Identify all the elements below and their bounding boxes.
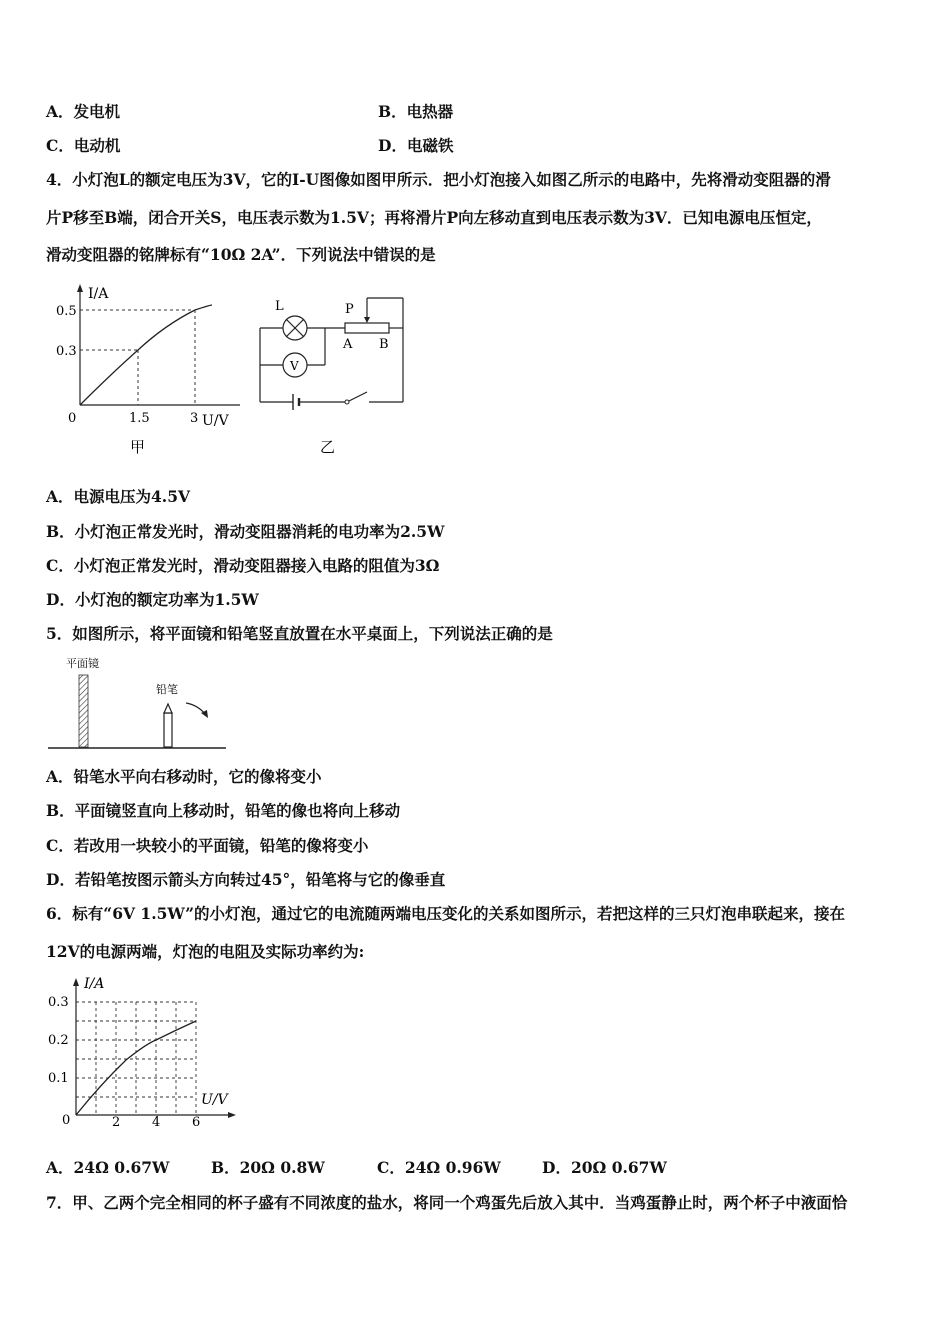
slider-label: P xyxy=(345,302,354,317)
q6-graph-y-label: I/A xyxy=(84,976,105,992)
q4-option-d: D．小灯泡的额定功率为1.5W xyxy=(46,590,259,609)
q6-graph-tick-01: 0.1 xyxy=(48,1071,69,1086)
terminal-a-label: A xyxy=(343,337,353,352)
q4-graph-tick-0: 0 xyxy=(68,411,77,426)
q4-graph-curve xyxy=(80,305,212,405)
q4-stem-line-2: 片P移至B端，闭合开关S，电压表示数为1.5V；再将滑片P向左移动直到电压表示数为3V．已知电源电压恒定， xyxy=(46,208,822,227)
q6-option-b: B．20Ω 0.8W xyxy=(211,1158,325,1177)
q4-stem-line-3: 滑动变阻器的铭牌标有“10Ω 2A”．下列说法中错误的是 xyxy=(46,245,436,264)
q4-option-c: C．小灯泡正常发光时，滑动变阻器接入电路的阻值为3Ω xyxy=(46,556,440,575)
q6-option-d: D．20Ω 0.67W xyxy=(542,1158,667,1177)
q4-graph-caption: 甲 xyxy=(130,438,146,456)
terminal-b-label: B xyxy=(379,337,389,352)
slider-arrow-icon xyxy=(364,317,370,323)
q5-option-c: C．若改用一块较小的平面镜，铅笔的像将变小 xyxy=(46,836,369,855)
switch-icon xyxy=(345,400,349,404)
q6-stem-line-1: 6．标有“6V 1.5W”的小灯泡，通过它的电流随两端电压变化的关系如图所示，若把这样的三只灯泡串联起来，接在 xyxy=(46,904,845,923)
q7-stem: 7．甲、乙两个完全相同的杯子盛有不同浓度的盐水，将同一个鸡蛋先后放入其中．当鸡蛋静止时，两个杯子中液面恰 xyxy=(46,1193,848,1212)
q4-graph-tick-05: 0.5 xyxy=(56,304,77,319)
circuit-caption: 乙 xyxy=(320,438,336,456)
q6-graph-tick-6: 6 xyxy=(192,1115,201,1130)
q4-graph-tick-3: 3 xyxy=(190,411,199,426)
q5-figure xyxy=(46,655,231,755)
q6-graph-x-label: U/V xyxy=(201,1092,228,1108)
q5-option-b: B．平面镜竖直向上移动时，铅笔的像也将向上移动 xyxy=(46,801,401,820)
switch-lever xyxy=(349,392,367,401)
q6-graph-x-arrow xyxy=(228,1112,236,1118)
q6-grid xyxy=(76,1002,196,1115)
q6-iu-graph xyxy=(46,972,246,1137)
q3-option-d: D．电磁铁 xyxy=(378,136,454,155)
q4-stem-line-1: 4．小灯泡L的额定电压为3V，它的I-U图像如图甲所示．把小灯泡接入如图乙所示的电路中，先将滑动变阻器的滑 xyxy=(46,170,831,189)
q4-graph-y-label: I/A xyxy=(88,286,109,302)
mirror-icon xyxy=(79,675,88,747)
q6-option-c: C．24Ω 0.96W xyxy=(377,1158,501,1177)
q4-option-a: A．电源电压为4.5V xyxy=(46,487,191,506)
q4-graph-x-label: U/V xyxy=(202,413,229,429)
q6-graph-tick-4: 4 xyxy=(152,1115,161,1130)
q4-option-b: B．小灯泡正常发光时，滑动变阻器消耗的电功率为2.5W xyxy=(46,522,445,541)
q3-option-c: C．电动机 xyxy=(46,136,121,155)
q4-circuit xyxy=(255,290,415,460)
q5-option-a: A．铅笔水平向右移动时，它的像将变小 xyxy=(46,767,322,786)
q6-option-a: A．24Ω 0.67W xyxy=(46,1158,170,1177)
q5-stem: 5．如图所示，将平面镜和铅笔竖直放置在水平桌面上，下列说法正确的是 xyxy=(46,624,553,643)
q3-option-a: A．发电机 xyxy=(46,102,121,121)
q3-option-b: B．电热器 xyxy=(378,102,454,121)
q4-graph-y-arrow xyxy=(77,284,83,292)
pencil-tip-icon xyxy=(164,704,172,713)
pencil-icon xyxy=(164,713,172,747)
q6-stem-line-2: 12V的电源两端，灯泡的电阻及实际功率约为: xyxy=(46,942,365,961)
lamp-label: L xyxy=(275,299,284,314)
q4-graph-tick-15: 1.5 xyxy=(129,411,150,426)
q6-graph-tick-0: 0 xyxy=(62,1113,71,1128)
voltmeter-label: V xyxy=(290,359,299,373)
q6-graph-y-arrow xyxy=(73,978,79,986)
rheostat-icon xyxy=(345,323,389,333)
q4-graph-tick-03: 0.3 xyxy=(56,344,77,359)
q6-graph-tick-02: 0.2 xyxy=(48,1033,69,1048)
pencil-label: 铅笔 xyxy=(156,683,178,696)
mirror-label: 平面镜 xyxy=(66,657,99,670)
q4-iu-graph xyxy=(50,280,250,460)
q6-graph-tick-03: 0.3 xyxy=(48,995,69,1010)
q6-graph-tick-2: 2 xyxy=(112,1115,121,1130)
q5-option-d: D．若铅笔按图示箭头方向转过45°，铅笔将与它的像垂直 xyxy=(46,870,446,889)
